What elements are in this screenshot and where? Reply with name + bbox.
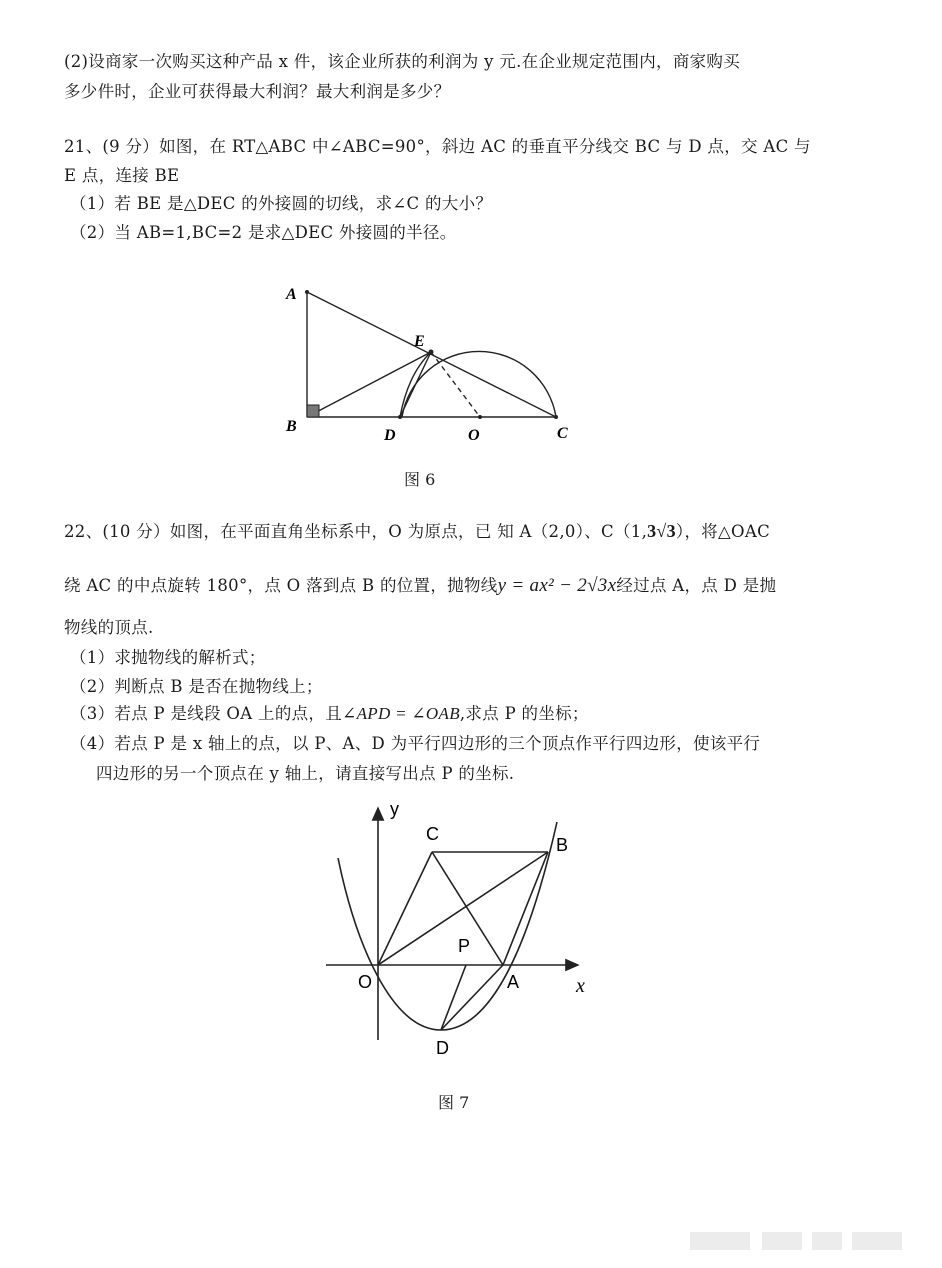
label-O: O <box>358 972 373 992</box>
q22-stem-line1 <box>64 518 770 542</box>
segment-AC <box>307 292 556 417</box>
segment-AD <box>441 965 503 1030</box>
label-B: B <box>556 835 569 855</box>
point-D <box>398 415 402 419</box>
figure-6-caption: 图 6 <box>404 470 436 489</box>
point-A <box>305 290 309 294</box>
segment-BE <box>307 352 431 417</box>
label-C: C <box>557 425 568 442</box>
q22-part3 <box>70 700 589 724</box>
label-B: B <box>286 418 297 435</box>
q22-stem-line2-text-end: 经过点 A，点 D 是抛 <box>616 576 777 595</box>
parabola-curve <box>338 822 557 1030</box>
point-E <box>429 350 434 355</box>
label-O: O <box>468 427 480 444</box>
q22-part3-text-end: ,求点 P 的坐标； <box>459 704 589 723</box>
q21-stem-line1: 21、(9 分）如图，在 RT△ABC 中∠ABC=90°，斜边 AC 的垂直平分线交 BC 与 D 点，交 AC 与 <box>64 137 811 156</box>
q22-stem-line3: 物线的顶点. <box>64 618 154 637</box>
segment-EO <box>431 352 480 417</box>
label-y: y <box>390 799 399 819</box>
q21-part1: （1）若 BE 是△DEC 的外接圆的切线，求∠C 的大小？ <box>70 194 493 213</box>
q22-part4-line2: 四边形的另一个顶点在 y 轴上，请直接写出点 P 的坐标. <box>96 764 515 783</box>
angle-equation: ∠APD = ∠OAB <box>342 704 460 723</box>
q22-part4-line1: （4）若点 P 是 x 轴上的点，以 P、A、D 为平行四边形的三个顶点作平行四边形，使该平行 <box>70 734 761 753</box>
right-angle-mark <box>307 405 319 417</box>
point-C <box>554 415 558 419</box>
q22-part1: （1）求抛物线的解析式； <box>70 648 266 667</box>
q22-stem-line2-text: 绕 AC 的中点旋转 180°，点 O 落到点 B 的位置，抛物线 <box>64 576 498 595</box>
semicircle-arc <box>402 351 556 417</box>
q20-part2-line2: 多少件时，企业可获得最大利润？最大利润是多少？ <box>64 82 451 101</box>
figure-6-diagram <box>270 275 590 450</box>
label-E: E <box>414 333 425 350</box>
parabola-formula: y = ax² − 2√3x <box>497 575 617 596</box>
q22-part2: （2）判断点 B 是否在抛物线上； <box>70 677 323 696</box>
figure-7-caption: 图 7 <box>438 1093 470 1112</box>
label-C: C <box>426 824 439 844</box>
q22-stem-line2 <box>64 572 776 597</box>
q22-stem-line1-text: 22、(10 分）如图，在平面直角坐标系中，O 为原点，已 知 A（2,0）、C（1, <box>64 522 648 541</box>
segment-PD <box>441 965 466 1030</box>
q22-part3-text: （3）若点 P 是线段 OA 上的点，且 <box>70 704 343 723</box>
q20-part2-line1: (2)设商家一次购买这种产品 x 件，该企业所获的利润为 y 元.在企业规定范围内，商家购买 <box>64 52 741 71</box>
label-A: A <box>507 972 520 992</box>
label-D: D <box>436 1038 449 1058</box>
point-O <box>478 415 482 419</box>
label-D: D <box>384 427 396 444</box>
q22-stem-line1-text-end: ），将△OAC <box>675 522 770 541</box>
q21-stem-line2: E 点，连接 BE <box>64 166 180 185</box>
segment-OC <box>378 852 432 965</box>
label-x: x <box>576 975 585 997</box>
segment-AB <box>503 852 548 965</box>
q21-part2: （2）当 AB=1,BC=2 是求△DEC 外接圆的半径。 <box>70 223 457 242</box>
point-c-y-value: 3√3 <box>647 521 676 541</box>
label-A: A <box>286 286 297 303</box>
label-P: P <box>458 936 471 956</box>
figure-7-diagram <box>320 795 595 1065</box>
